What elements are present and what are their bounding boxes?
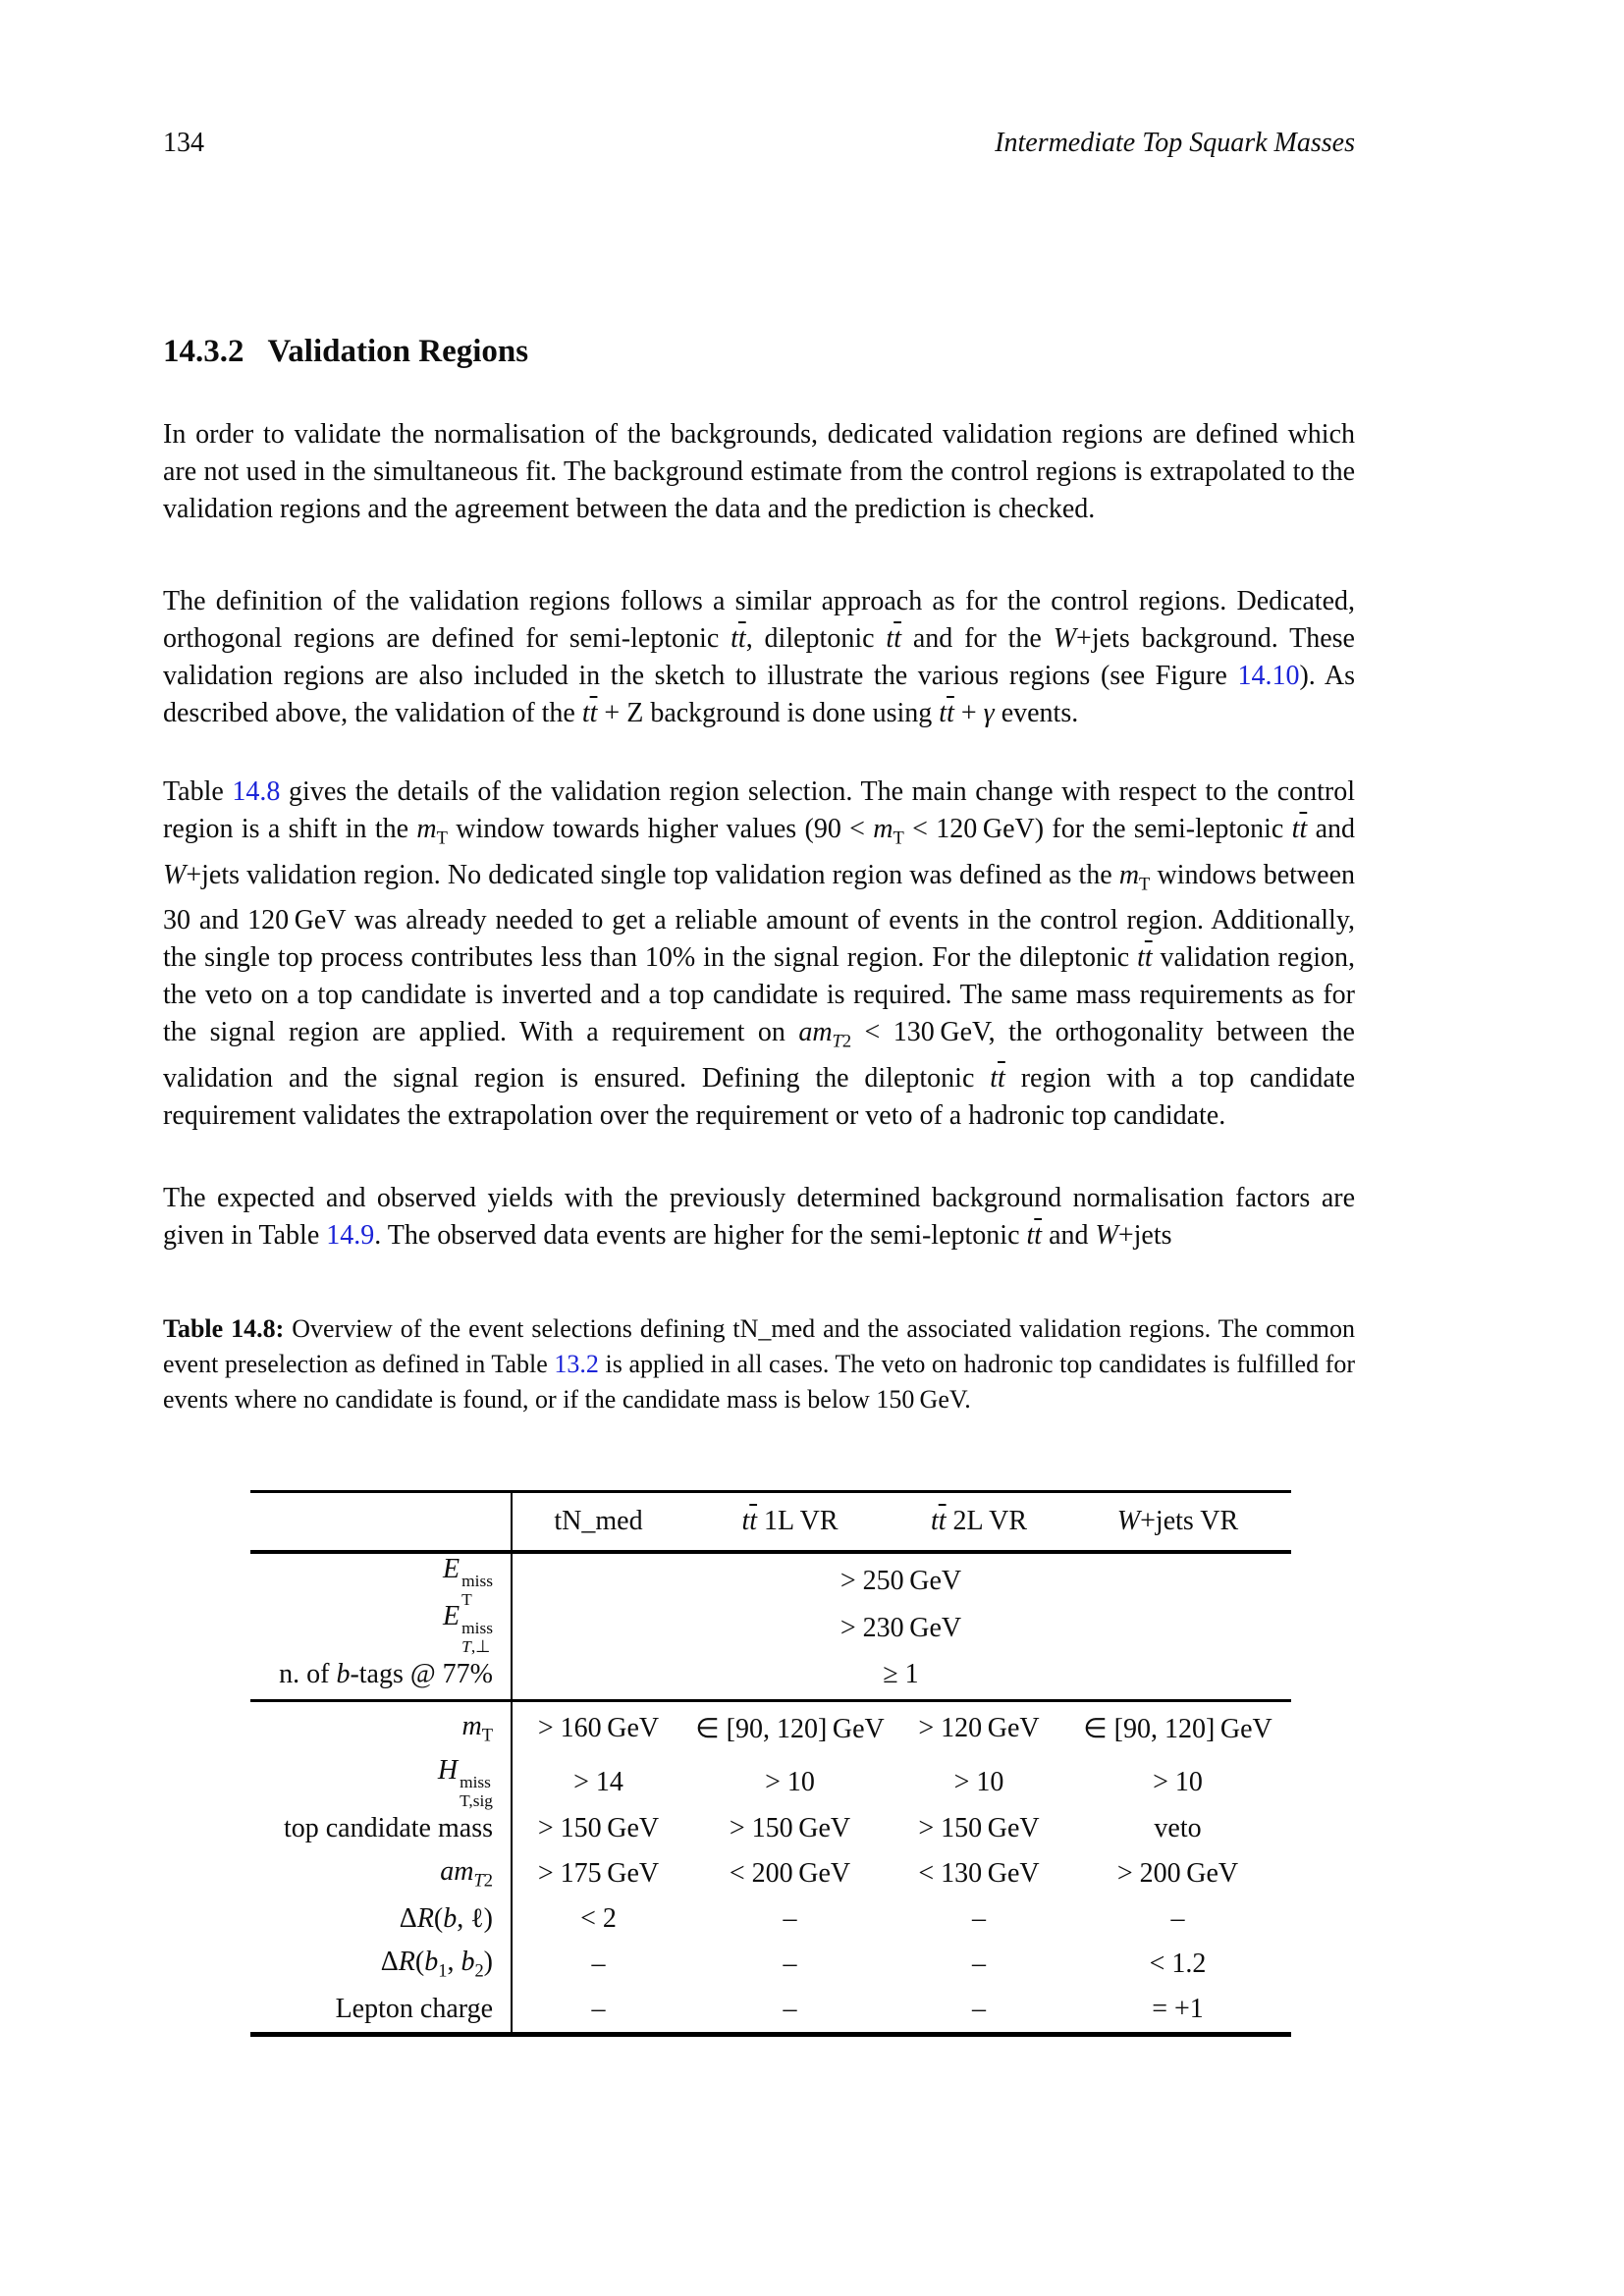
table-cell-value: veto — [1154, 1813, 1202, 1843]
row-label-etmiss-perp: E miss T,⊥ — [443, 1601, 493, 1657]
row-label-etmiss: E miss T — [443, 1554, 493, 1610]
table-cell-value: – — [783, 1949, 797, 1979]
row-label-dr-b1-b2: $\Delta R(b_1$, $b_2$) — [380, 1947, 493, 1981]
table-cell-value: > 175 GeV — [537, 1858, 660, 1889]
table-cell-value: > 150 GeV — [537, 1813, 660, 1843]
table-cell-value: > 14 — [573, 1767, 623, 1798]
table-row — [250, 1896, 1291, 1942]
selection-table — [250, 1490, 1291, 2037]
section-title: Validation Regions — [267, 334, 529, 369]
table-cell-value: ∈ [90, 120] GeV — [1083, 1714, 1272, 1744]
table-cell-value: < 2 — [580, 1903, 617, 1934]
table-row — [250, 1987, 1291, 2032]
table-cell-value: ≥ 1 — [883, 1659, 919, 1689]
ref-table-14-8[interactable]: 14.8 — [232, 776, 281, 807]
table-cell-value: ∈ [90, 120] GeV — [695, 1714, 885, 1744]
table-cell-value: > 150 GeV — [729, 1813, 851, 1843]
row-label-lepton-charge: Lepton charge — [335, 1994, 493, 2024]
table-cell-value: – — [783, 1994, 797, 2024]
section-number: 14.3.2 — [163, 334, 244, 369]
section-heading — [163, 334, 1355, 370]
page-number: 134 — [163, 128, 204, 158]
table-header-row — [250, 1493, 1291, 1554]
table-cell-value: – — [591, 1949, 606, 1979]
table-column-divider — [511, 1493, 513, 2032]
paragraph-3: Table 14.8 gives the details of the validation region selection. The main change with respect to the control region is a shift in the $m_T$ window towards higher values ($90 < m_T < 120$ GeV) for the semi-leptonic $t\overline{t}$ and W+jets validation region. No dedicated single top validation region was defined as the $m_T$ windows between 30 and 120 GeV was already needed to get a reliable amount of events in the control region. Additionally, the single top process contributes less than 10% in the signal region. For the dileptonic $t\overline{t}$ validation region, the veto on a top candidate is inverted and a top candidate is required. The same mass requirements as for the signal region are applied. With a requirement on $am_{T2} < 130$ GeV, the orthogonality between the validation and the signal region is ensured. Defining the dileptonic $t\overline{t}$ region with a top candidate requirement validates the extrapolation over the requirement or veto of a hadronic top candidate. — [163, 776, 1356, 1131]
page-header — [163, 128, 1355, 159]
table-cell-value: < 130 GeV — [918, 1858, 1040, 1889]
ref-table-13-2[interactable]: 13.2 — [554, 1350, 599, 1378]
table-cell-value: > 150 GeV — [918, 1813, 1040, 1843]
table-row — [250, 1942, 1291, 1987]
table-row — [250, 1806, 1291, 1851]
table-cell-value: – — [972, 1994, 986, 2024]
table-row — [250, 1851, 1291, 1896]
table-cell-value: < 200 GeV — [729, 1858, 851, 1889]
table-cell-value: – — [972, 1903, 986, 1934]
column-header-wjets-vr: W+jets VR — [1116, 1506, 1239, 1536]
table-caption: Table 14.8: Overview of the event selections defining tN_med and the associated validation regions. The common event preselection as defined in Table 13.2 is applied in all cases. The veto on hadronic top candidates is fulfilled for events where no candidate is found, or if the candidate mass is below 150 GeV. — [163, 1314, 1355, 1414]
ref-table-14-9[interactable]: 14.9 — [326, 1220, 375, 1251]
region-selection-block — [250, 1702, 1291, 2032]
table-row — [250, 1554, 1291, 1610]
table-cell-value: > 230 GeV — [839, 1613, 962, 1644]
table-cell-value: > 10 — [953, 1767, 1004, 1798]
table-cell-value: < 1.2 — [1149, 1949, 1207, 1979]
table-row — [250, 1702, 1291, 1755]
column-header-ttbar-1l-vr: $t\overline{t}$ 1L VR — [741, 1506, 839, 1536]
table-cell-value: – — [591, 1994, 606, 2024]
table-cell-value: > 10 — [765, 1767, 815, 1798]
row-label-amt2: $am_{T2}$ — [440, 1856, 493, 1891]
paragraph-2: The definition of the validation regions follows a similar approach as for the control regions. Dedicated, orthogonal regions are defined for semi-leptonic $t\overline{t}$, dileptonic $t\overline{t}$ and for the W+jets background. These validation regions are also included in the sketch to illustrate the various regions (see Figure 14.10). As described above, the validation of the $t\overline{t} + Z$ background is done using $t\overline{t} + \gamma$ events. — [163, 586, 1356, 728]
table-row — [250, 1755, 1291, 1811]
table-cell-value: = +1 — [1152, 1994, 1204, 2024]
table-cell-value: > 250 GeV — [839, 1566, 962, 1597]
paragraph-4: The expected and observed yields with the previously determined background normalisation factors are given in Table 14.9. The observed data events are higher for the semi-leptonic $t\overline{t}$ and W+jets — [163, 1183, 1355, 1251]
common-selection-block — [250, 1554, 1291, 1702]
table-row — [250, 1601, 1291, 1657]
column-header-tnmed: tN_med — [554, 1506, 643, 1536]
table-row — [250, 1650, 1291, 1699]
row-label-htsig: H miss T,sig — [437, 1755, 493, 1811]
table-cell-value: > 10 — [1153, 1767, 1203, 1798]
table-cell-value: > 160 GeV — [537, 1713, 660, 1743]
table-cell-value: > 200 GeV — [1116, 1858, 1239, 1889]
running-header-title: Intermediate Top Squark Masses — [995, 128, 1355, 158]
table-cell-value: – — [783, 1903, 797, 1934]
ref-figure-14-10[interactable]: 14.10 — [1237, 661, 1300, 691]
row-label-mt: $m_T$ — [461, 1711, 493, 1745]
row-label-dr-b-lepton: ΔR(b, ℓ) — [399, 1903, 493, 1934]
paragraph-1: In order to validate the normalisation of the backgrounds, dedicated validation regions are defined which are not used in the simultaneous fit. The background estimate from the control regions is extrapolated to the validation regions and the agreement between the data and the prediction is checked. — [163, 419, 1355, 524]
table-cell-value: – — [972, 1949, 986, 1979]
table-cell-value: > 120 GeV — [918, 1713, 1040, 1743]
table-cell-value: – — [1170, 1903, 1185, 1934]
row-label-top-candidate-mass: top candidate mass — [283, 1813, 493, 1843]
column-header-ttbar-2l-vr: $t\overline{t}$ 2L VR — [930, 1506, 1028, 1536]
row-label-btags: n. of b-tags @ 77% — [279, 1659, 493, 1689]
